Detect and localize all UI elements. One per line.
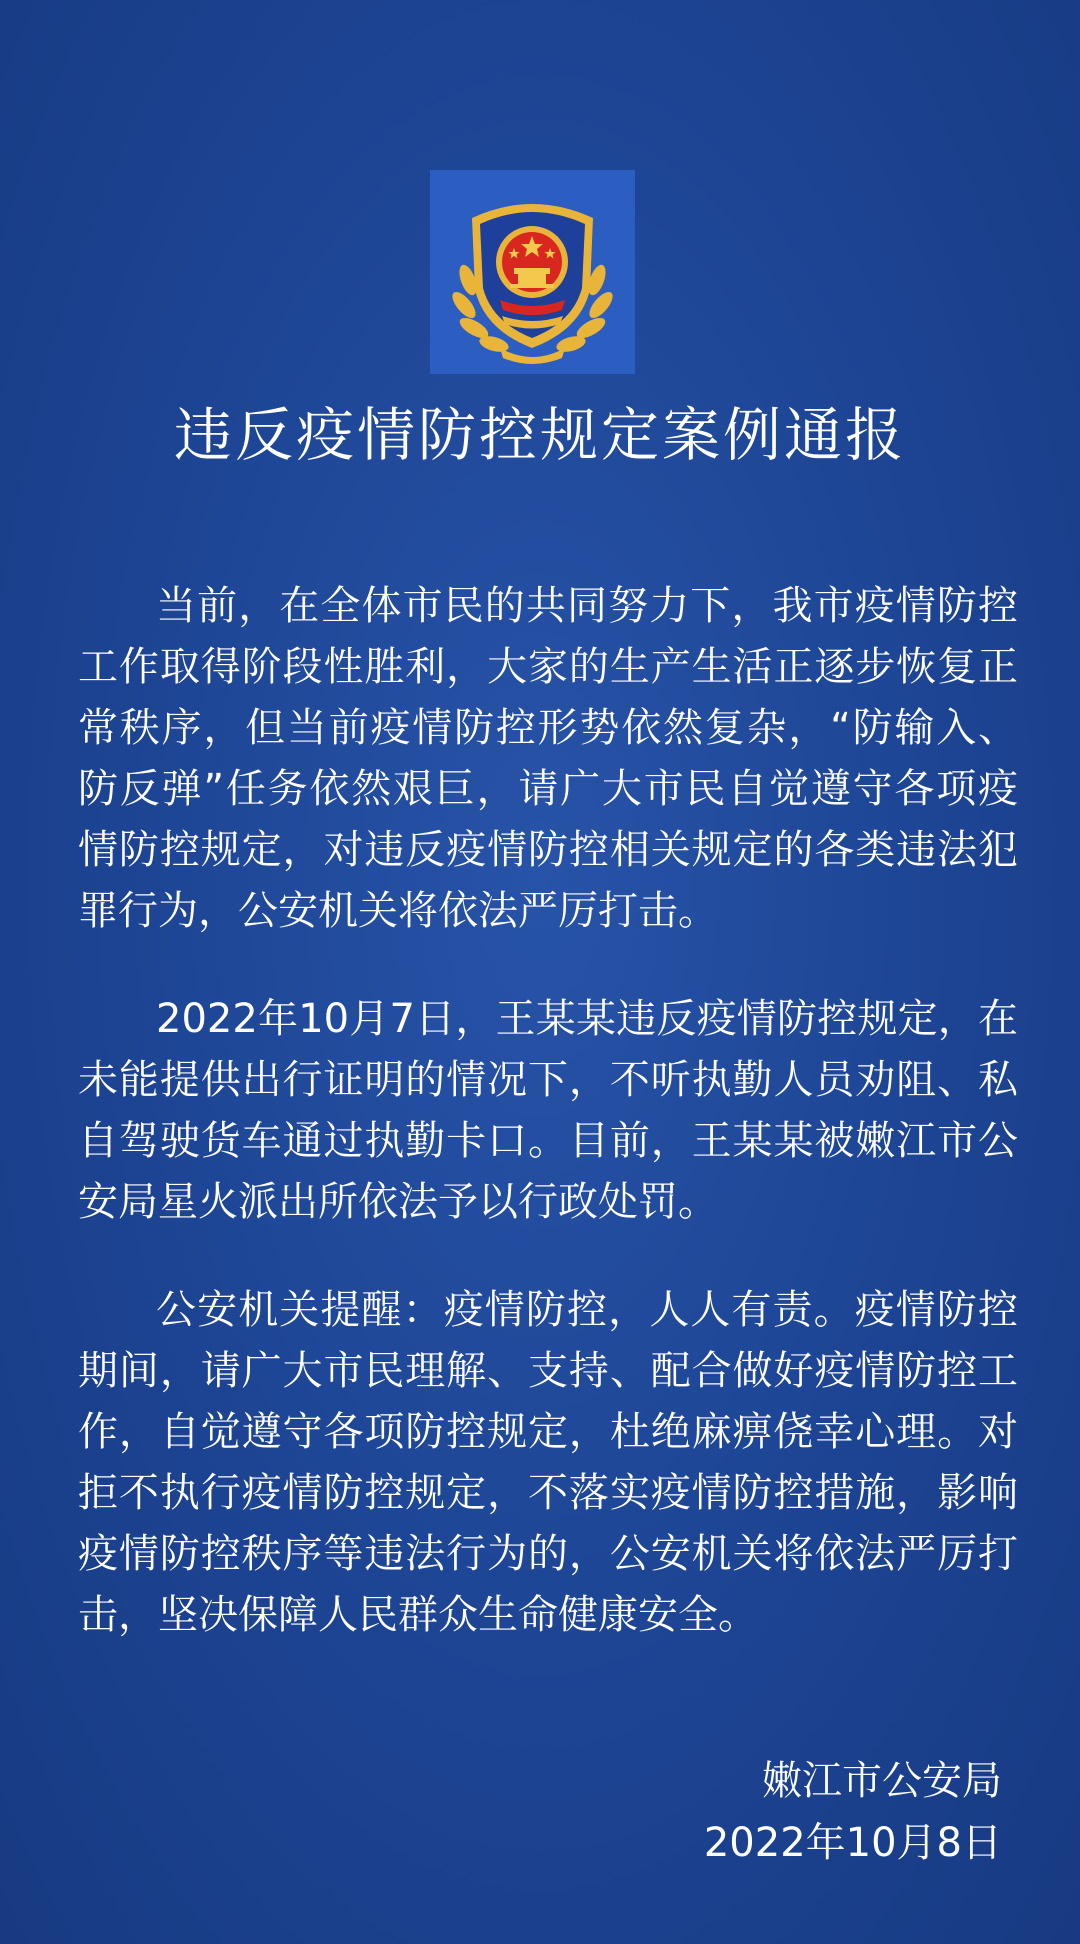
page-title: 违反疫情防控规定案例通报 (173, 401, 906, 469)
paragraph-intro: 当前，在全体市民的共同努力下，我市疫情防控工作取得阶段性胜利，大家的生产生活正逐步恢复正常秩序，但当前疫情防控形势依然复杂，“防输入、防反弹”任务依然艰巨，请广大市民自觉遵守各项疫情防控规定，对违反疫情防控相关规定的各类违法犯罪行为，公安机关将依法严厉打击。 (78, 583, 1018, 934)
signature-date: 2022年10月8日 (703, 1820, 1002, 1866)
paragraph-reminder: 公安机关提醒：疫情防控，人人有责。疫情防控期间，请广大市民理解、支持、配合做好疫情防控工作，自觉遵守各项防控规定，杜绝麻痹侥幸心理。对拒不执行疫情防控规定，不落实疫情防控措施，影响疫情防控秩序等违法行为的，公安机关将依法严厉打击，坚决保障人民群众生命健康安全。 (78, 1287, 1018, 1638)
paragraph-case: 2022年10月7日，王某某违反疫情防控规定，在未能提供出行证明的情况下，不听执勤人员劝阻、私自驾驶货车通过执勤卡口。目前，王某某被嫩江市公安局星火派出所依法予以行政处罚。 (78, 996, 1018, 1225)
signature-org: 嫩江市公安局 (762, 1758, 1002, 1804)
police-badge-icon (430, 170, 635, 374)
signature-block (704, 1750, 1002, 1874)
